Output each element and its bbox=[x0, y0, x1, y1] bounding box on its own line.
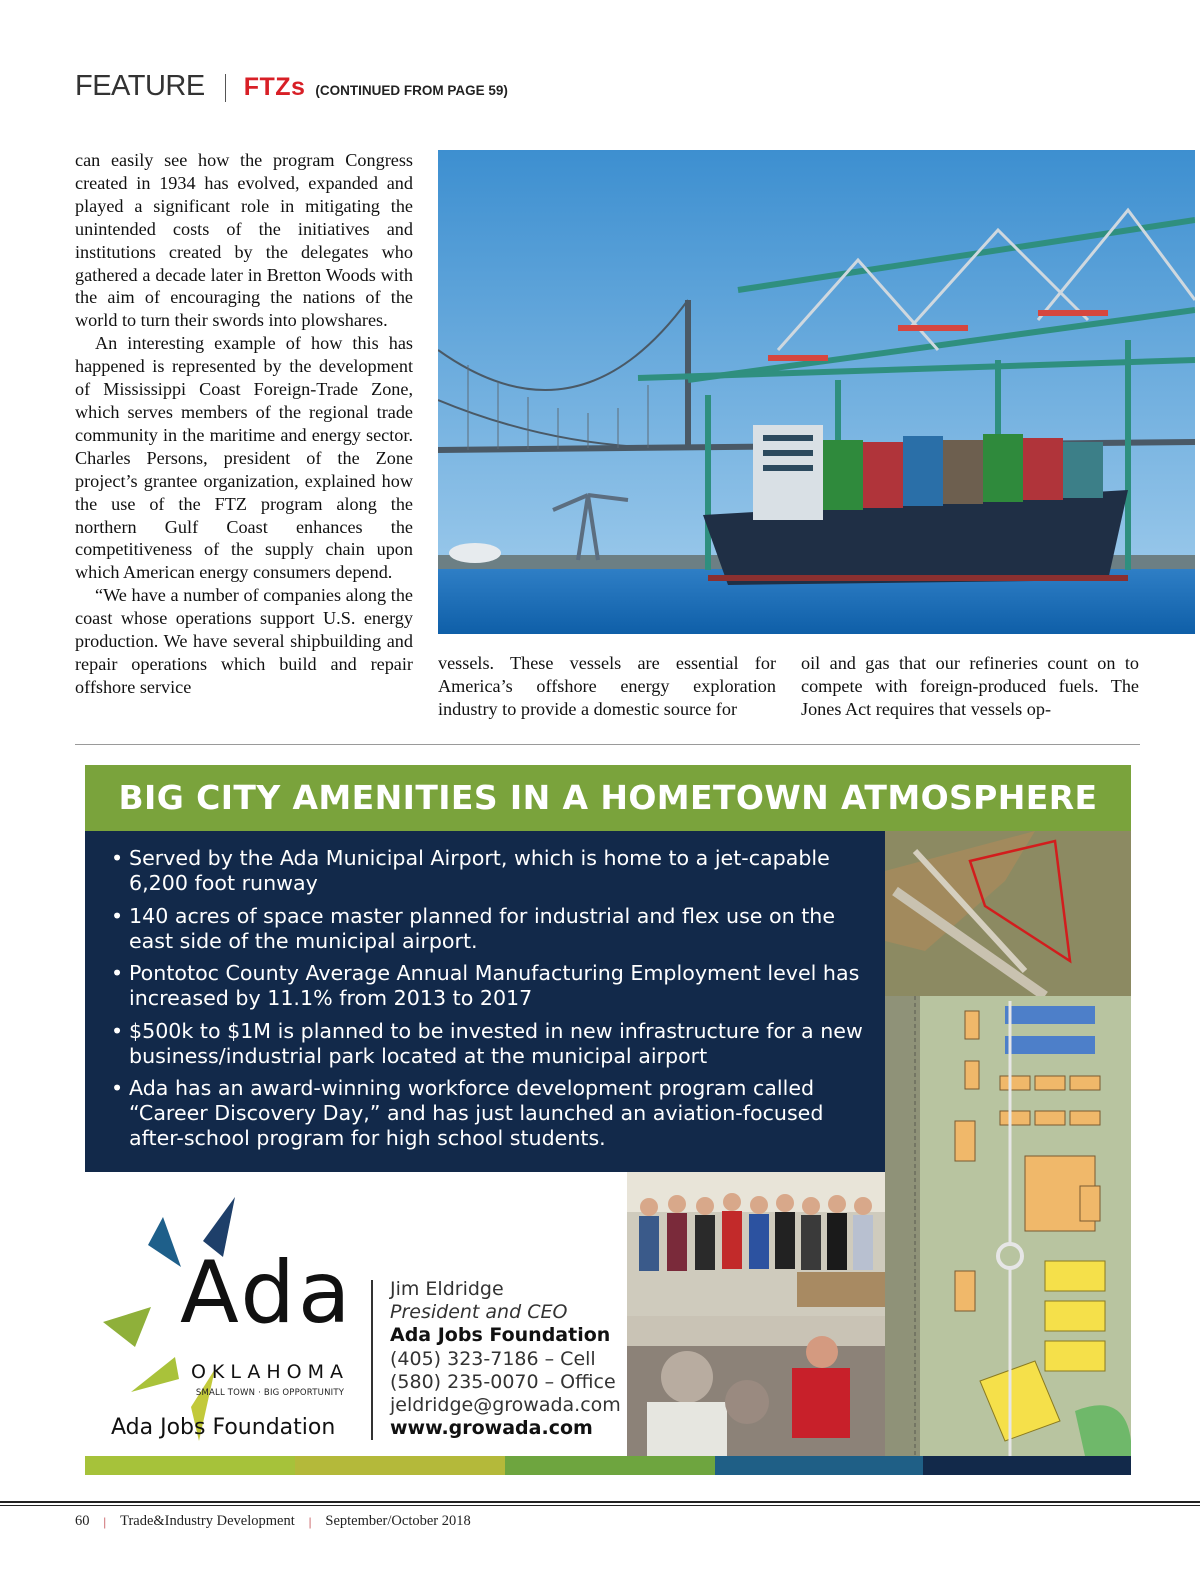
contact-office: (580) 235-0070 – Office bbox=[390, 1370, 616, 1393]
port-photo bbox=[438, 150, 1195, 634]
continued-note: (CONTINUED FROM PAGE 59) bbox=[315, 83, 508, 98]
contact-website[interactable]: www.growada.com bbox=[390, 1417, 593, 1440]
ad-headline: BIG CITY AMENITIES IN A HOMETOWN ATMOSPHERE bbox=[118, 778, 1098, 817]
footer-separator: | bbox=[103, 1513, 107, 1529]
page-header bbox=[75, 70, 508, 106]
color-stripe-2 bbox=[295, 1456, 505, 1475]
topic-label: FTZs bbox=[243, 73, 306, 101]
ad-bullet-list bbox=[111, 846, 871, 1159]
article-column-3 bbox=[801, 652, 1139, 721]
paragraph: oil and gas that our refineries count on to compete with foreign-produced fuels. The Jones Act requires that vessels op- bbox=[801, 653, 1139, 719]
color-stripe-1 bbox=[85, 1456, 295, 1475]
paragraph: can easily see how the program Congress created in 1934 has evolved, expanded and played a significant role in mitigating the unintended costs of the initiatives and institutions created by the delegates who gathered a decade later in Bretton Woods with the aim of encouraging the nations of the world to turn their swords into plowshares. bbox=[75, 150, 413, 331]
ad-bullet: • Served by the Ada Municipal Airport, which is home to a jet-capable 6,200 foot runway bbox=[111, 846, 871, 896]
logo-wordmark: Ada bbox=[180, 1243, 354, 1343]
paragraph: vessels. These vessels are essential for America’s offshore energy exploration industry to provide a domestic source for bbox=[438, 653, 776, 719]
color-stripe-5 bbox=[923, 1456, 1131, 1475]
page-footer bbox=[75, 1513, 471, 1530]
contact-name: Jim Eldridge bbox=[390, 1278, 504, 1300]
event-photos bbox=[627, 1172, 885, 1456]
ad-bullet: • Ada has an award-winning workforce development program called “Career Discovery Day,” and has just launched an aviation-focused after-school program for high school students. bbox=[111, 1076, 871, 1151]
color-stripe-3 bbox=[505, 1456, 715, 1475]
ad-bullet: • $500k to $1M is planned to be invested in new infrastructure for a new business/industrial park located at the municipal airport bbox=[111, 1019, 871, 1069]
contact-divider bbox=[371, 1280, 373, 1440]
logo-tagline: SMALL TOWN · BIG OPPORTUNITY bbox=[195, 1388, 345, 1398]
footer-rule bbox=[0, 1501, 1200, 1503]
paragraph: An interesting example of how this has happened is represented by the development of Mississippi Coast Foreign-Trade Zone, which serves members of the regional trade community in the maritime and energy sector. Charles Persons, president of the Zone project’s grantee organization, explained how the use of the FTZ program along the northern Gulf Coast enhances the competitiveness of the supply chain upon which American energy consumers depend. bbox=[75, 333, 413, 583]
article-column-1 bbox=[75, 149, 413, 699]
logo-organization: Ada Jobs Foundation bbox=[111, 1415, 336, 1440]
color-stripe-4 bbox=[715, 1456, 923, 1475]
footer-rule bbox=[0, 1505, 1200, 1506]
paragraph: “We have a number of companies along the coast whose operations support U.S. energy production. We have several shipbuilding and repair operations which build and repair offshore service bbox=[75, 585, 413, 697]
contact-title: President and CEO bbox=[390, 1301, 568, 1324]
header-divider bbox=[225, 74, 226, 102]
ad-bullet: • Pontotoc County Average Annual Manufacturing Employment level has increased by 11.1% from 2013 to 2017 bbox=[111, 961, 871, 1011]
section-divider bbox=[75, 744, 1140, 745]
contact-email[interactable]: jeldridge@growada.com bbox=[390, 1394, 621, 1417]
advertisement bbox=[85, 765, 1131, 1475]
article-column-2 bbox=[438, 652, 776, 721]
contact-cell: (405) 323-7186 – Cell bbox=[390, 1347, 596, 1370]
contact-block bbox=[390, 1278, 621, 1440]
logo-state: OKLAHOMA bbox=[190, 1361, 350, 1383]
page-number: 60 bbox=[75, 1513, 90, 1529]
issue-date: September/October 2018 bbox=[325, 1513, 471, 1529]
footer-separator: | bbox=[308, 1513, 312, 1529]
ad-bullet: • 140 acres of space master planned for industrial and flex use on the east side of the municipal airport. bbox=[111, 904, 871, 954]
contact-organization: Ada Jobs Foundation bbox=[390, 1324, 611, 1347]
site-plan-image bbox=[885, 831, 1131, 1456]
magazine-name: Trade&Industry Development bbox=[120, 1513, 295, 1529]
section-label: FEATURE bbox=[75, 70, 205, 102]
